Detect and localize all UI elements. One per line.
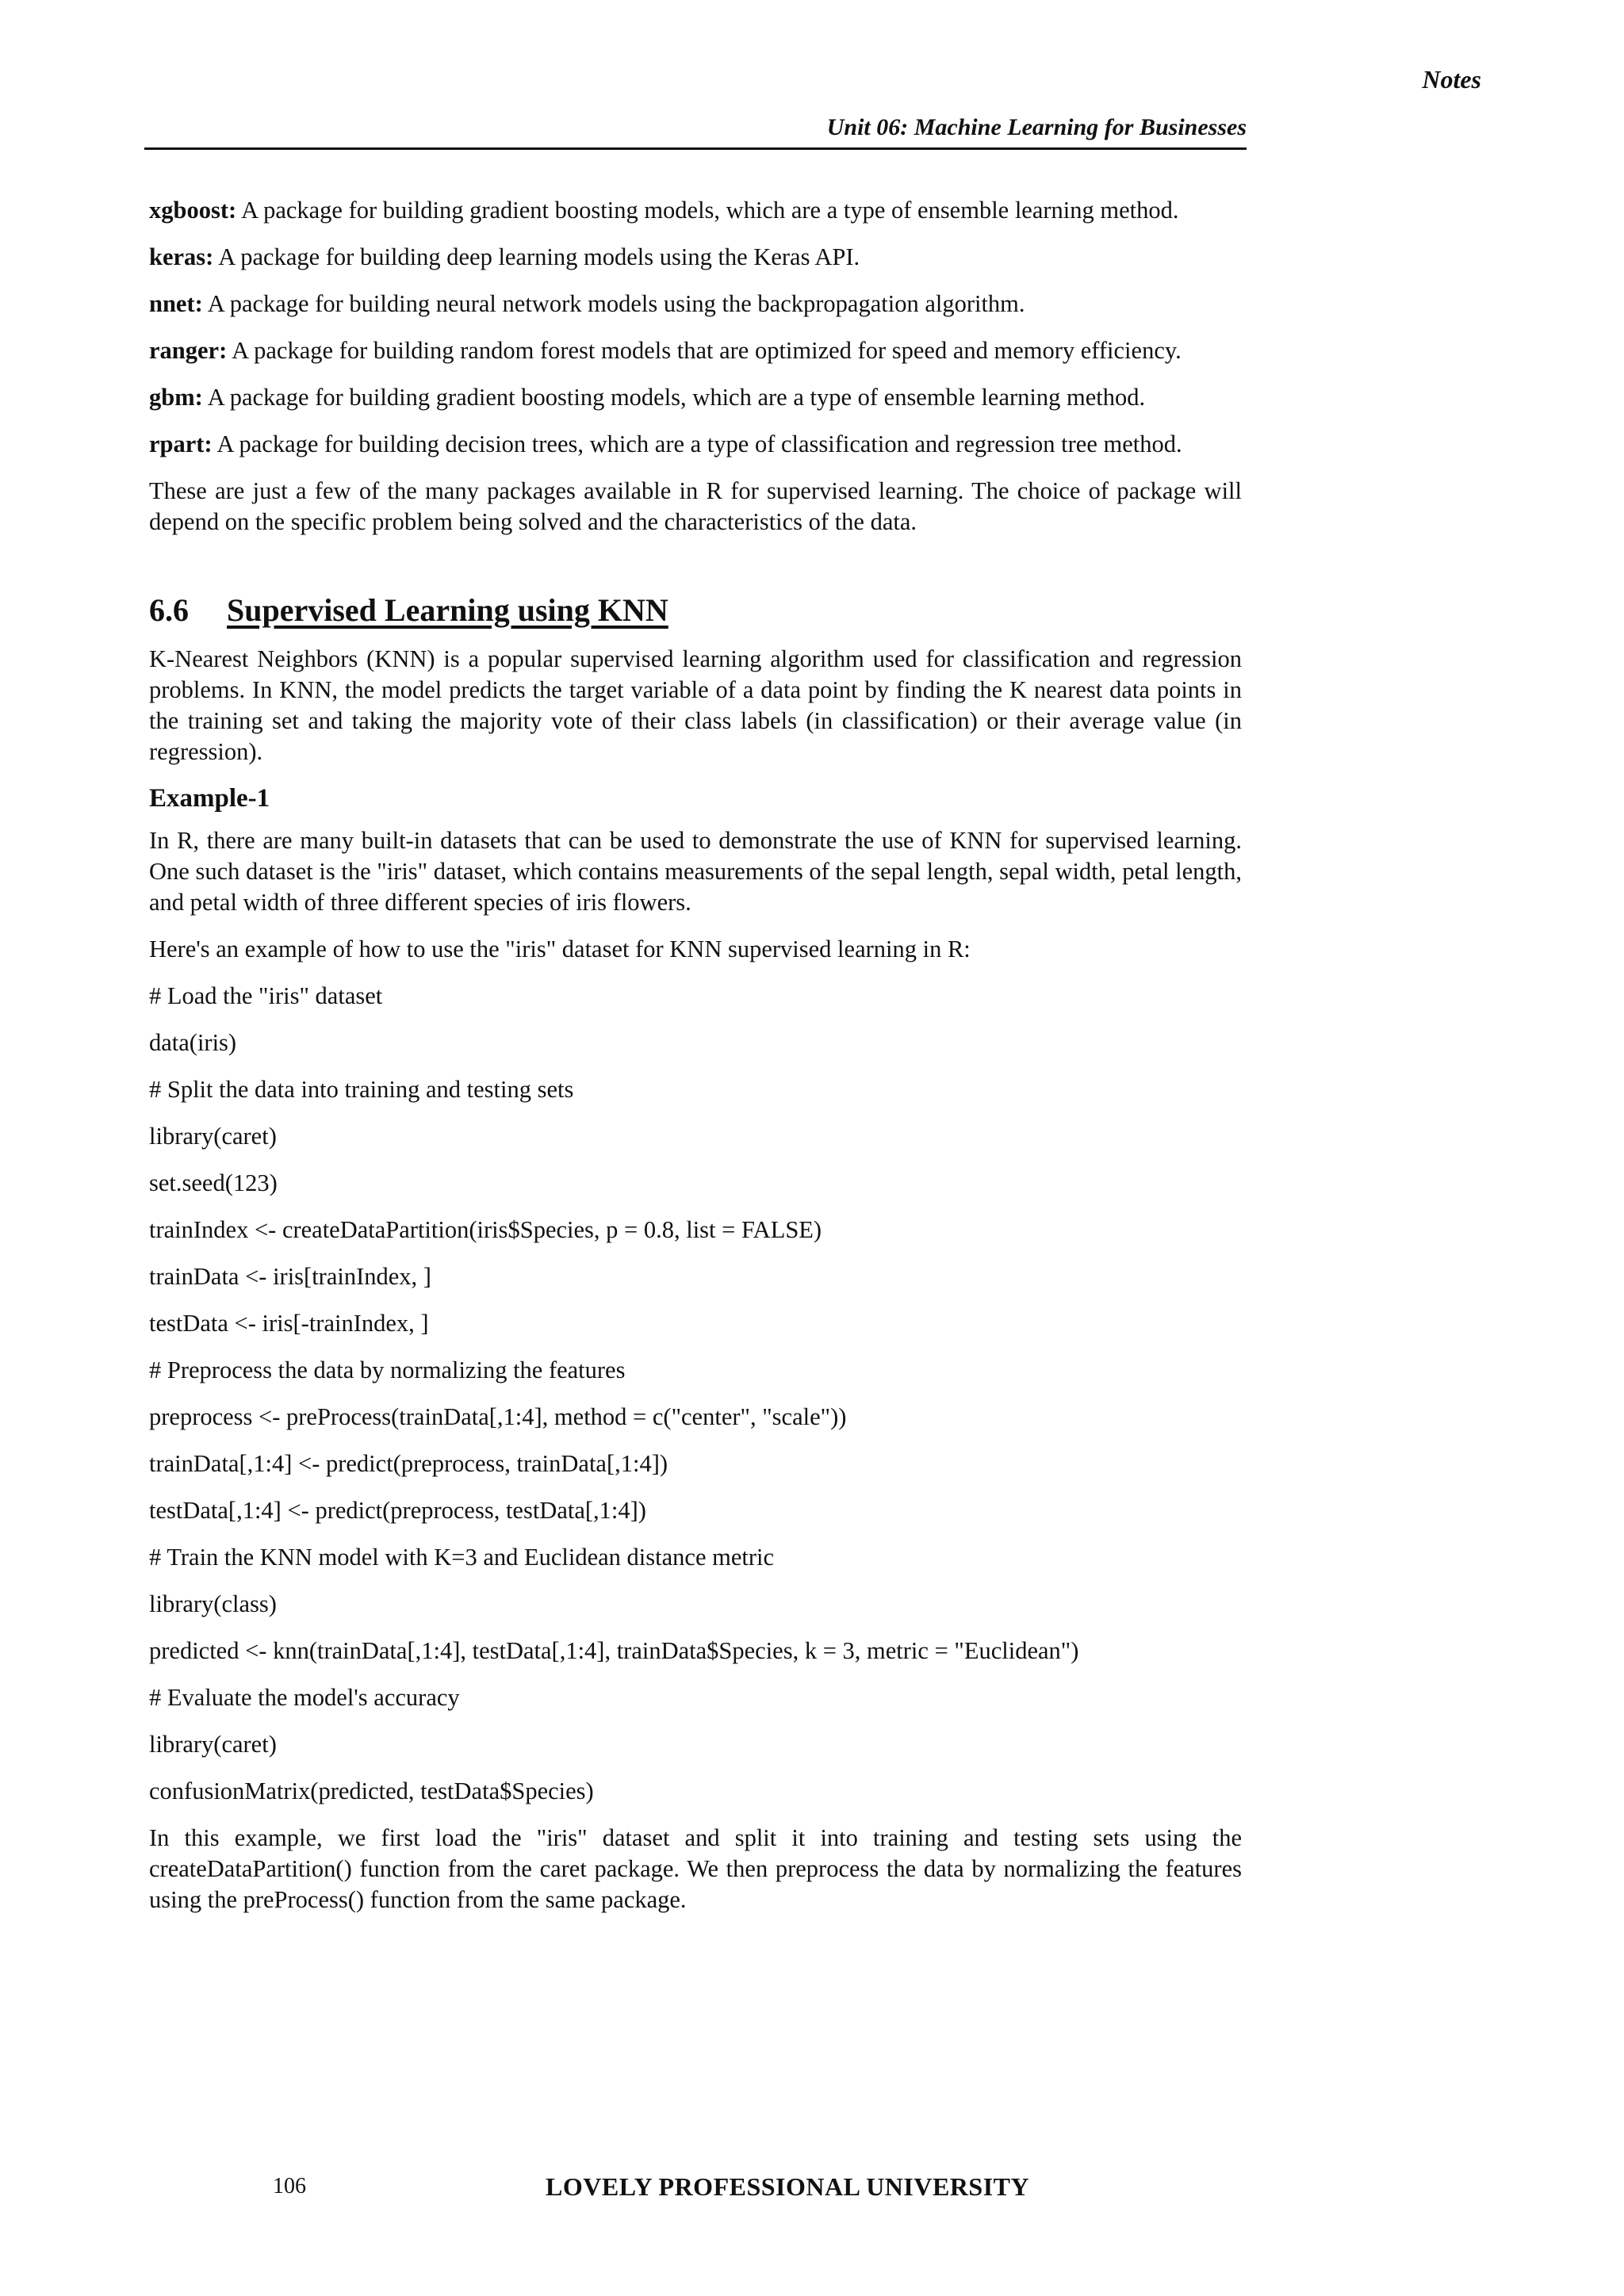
package-name: ranger: [149,337,228,364]
package-name: xgboost: [149,197,237,224]
package-paragraph [149,195,1242,226]
example-heading: Example-1 [149,784,270,813]
code-line: # Train the KNN model with K=3 and Euclidean distance metric [149,1544,775,1571]
page-content [149,195,1242,1931]
code-line: data(iris) [149,1029,237,1056]
example-intro: In R, there are many built-in datasets that can be used to demonstrate the use of KNN for supervised learning. One such dataset is the "iris" dataset, which contains measurements of the sepal length, sepal width, petal length, and petal width of three different species of iris flowers. [149,827,1242,916]
package-name: gbm: [149,384,203,411]
package-description: A package for building neural network models using the backpropagation algorithm. [202,290,1025,317]
code-line: trainIndex <- createDataPartition(iris$Species, p = 0.8, list = FALSE) [149,1216,822,1243]
example-lead: Here's an example of how to use the "iris" dataset for KNN supervised learning in R: [149,936,971,962]
package-paragraph [149,335,1242,366]
code-line: preprocess <- preProcess(trainData[,1:4], method = c("center", "scale")) [149,1403,847,1430]
code-line: testData[,1:4] <- predict(preprocess, testData[,1:4]) [149,1497,646,1524]
code-line: # Evaluate the model's accuracy [149,1684,460,1711]
code-line: predicted <- knn(trainData[,1:4], testData[,1:4], trainData$Species, k = 3, metric = "Euclidean") [149,1637,1079,1664]
packages-summary: These are just a few of the many packages available in R for supervised learning. The choice of package will depend on the specific problem being solved and the characteristics of the data. [149,477,1242,535]
code-line: # Preprocess the data by normalizing the features [149,1357,626,1383]
code-line: # Load the "iris" dataset [149,982,383,1009]
unit-header: Unit 06: Machine Learning for Businesses [144,114,1247,150]
code-line: testData <- iris[-trainIndex, ] [149,1310,429,1337]
code-line: library(caret) [149,1731,277,1758]
package-description: A package for building random forest models that are optimized for speed and memory efficiency. [227,337,1182,364]
code-line: # Split the data into training and testing sets [149,1076,574,1103]
package-description: A package for building deep learning models using the Keras API. [213,243,860,270]
page-number: 106 [273,2174,306,2198]
code-line: trainData <- iris[trainIndex, ] [149,1263,431,1290]
code-line: trainData[,1:4] <- predict(preprocess, trainData[,1:4]) [149,1450,668,1477]
package-description: A package for building gradient boosting models, which are a type of ensemble learning method. [202,384,1146,411]
package-description: A package for building decision trees, which are a type of classification and regression tree method. [212,430,1182,457]
code-line: set.seed(123) [149,1169,278,1196]
section-number: 6.6 [149,592,189,628]
package-paragraph [149,429,1242,460]
package-paragraph [149,382,1242,413]
closing-paragraph: In this example, we first load the "iris" dataset and split it into training and testing sets using the createDataPartition() function from the caret package. We then preprocess the data by normalizing the features using the preProcess() function from the same package. [149,1824,1242,1913]
package-name: rpart: [149,430,213,457]
package-paragraph [149,289,1242,320]
notes-label: Notes [1422,65,1481,94]
package-name: keras: [149,243,214,270]
section-intro: K-Nearest Neighbors (KNN) is a popular supervised learning algorithm used for classification and regression problems. In KNN, the model predicts the target variable of a data point by finding the K nearest data points in the training set and taking the majority vote of their class labels (in classification) or their average value (in regression). [149,645,1242,765]
package-paragraph [149,242,1242,273]
code-line: confusionMatrix(predicted, testData$Species) [149,1777,594,1804]
package-description: A package for building gradient boosting models, which are a type of ensemble learning method. [236,197,1179,224]
package-name: nnet: [149,290,203,317]
code-line: library(caret) [149,1123,277,1150]
code-line: library(class) [149,1590,277,1617]
footer-university: LOVELY PROFESSIONAL UNIVERSITY [546,2172,1030,2201]
section-heading [149,591,1242,629]
section-title: Supervised Learning using KNN [227,592,668,628]
